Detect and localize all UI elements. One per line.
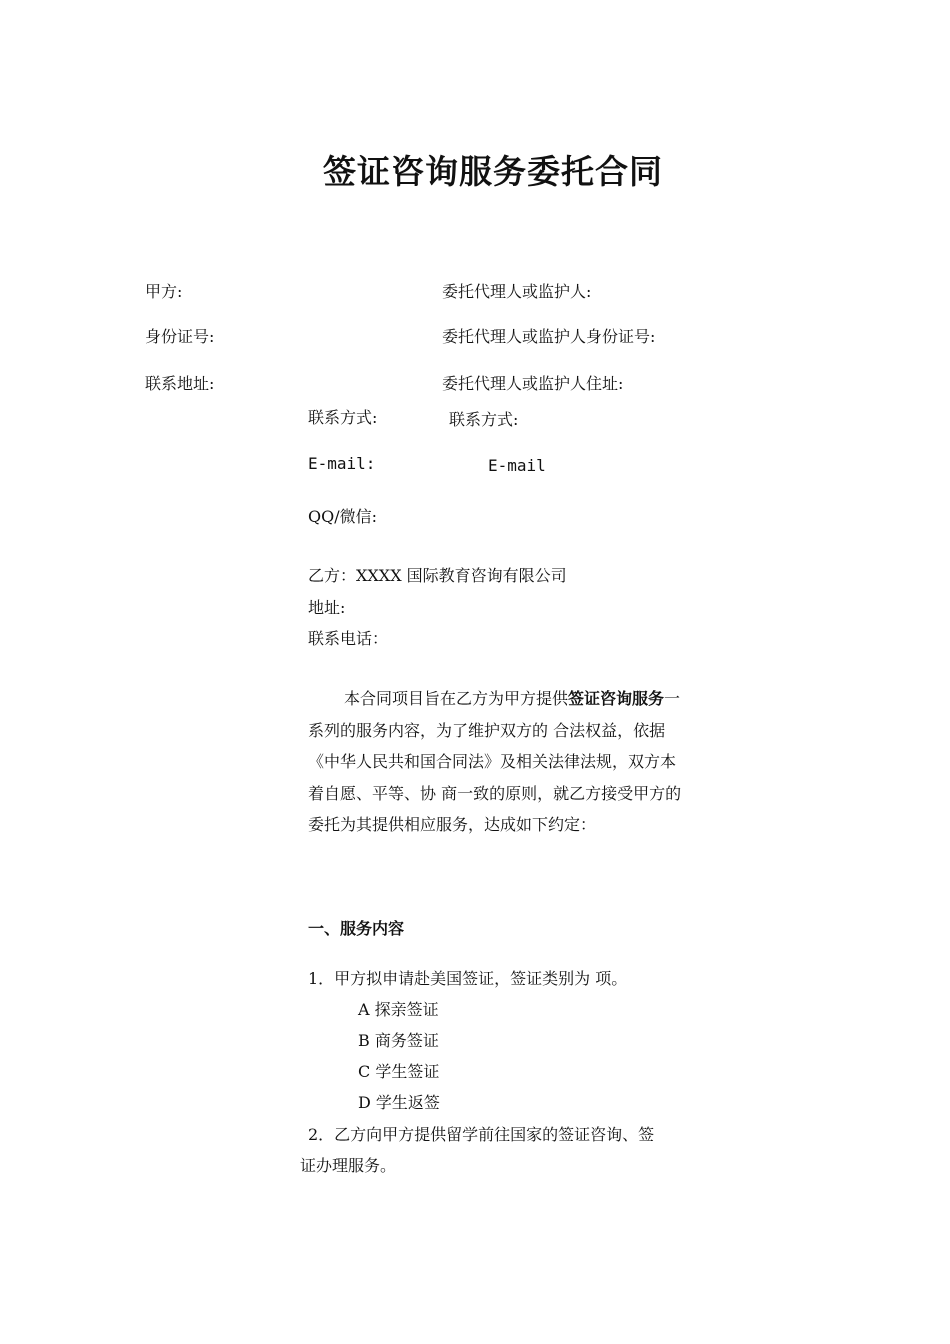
- party-a-id-label: 身份证号:: [145, 327, 215, 346]
- party-a-qq-label: QQ/微信:: [308, 507, 378, 526]
- visa-option-c: C 学生签证: [358, 1062, 440, 1081]
- party-a-email-label: E-mail:: [308, 454, 376, 473]
- visa-option-d: D 学生返签: [358, 1093, 440, 1112]
- party-a-name-label: 甲方:: [145, 282, 183, 301]
- agent-name-label: 委托代理人或监护人:: [442, 282, 592, 301]
- section-1-item-2-line-1: 2．乙方向甲方提供留学前往国家的签证咨询、签: [308, 1125, 655, 1144]
- agent-contact-label: 联系方式:: [449, 410, 519, 429]
- visa-option-a: A 探亲签证: [358, 1000, 439, 1019]
- intro-paragraph: 本合同项目旨在乙方为甲方提供签证咨询服务一系列的服务内容，为了维护双方的 合法权益，依据《中华人民共和国合同法》及相关法律法规，双方本着自愿、平等、协 商一致的原则，就乙方接受甲方的委托为其提供相应服务，达成如下约定：: [308, 689, 682, 835]
- party-b-address-label: 地址:: [308, 598, 346, 617]
- agent-id-label: 委托代理人或监护人身份证号:: [442, 327, 656, 346]
- intro-bold-service: 签证咨询服务: [568, 689, 665, 708]
- agent-address-label: 委托代理人或监护人住址:: [442, 374, 624, 393]
- section-1-heading: 一、服务内容: [308, 919, 405, 938]
- party-b-name: 乙方：XXXX 国际教育咨询有限公司: [308, 566, 567, 585]
- party-a-contact-label: 联系方式:: [308, 408, 378, 427]
- agent-email-label: E-mail: [488, 456, 546, 475]
- visa-option-b: B 商务签证: [358, 1031, 439, 1050]
- section-1-item-1: 1．甲方拟申请赴美国签证，签证类别为 项。: [308, 969, 628, 988]
- document-title: 签证咨询服务委托合同: [323, 152, 663, 191]
- party-b-phone-label: 联系电话：: [308, 629, 389, 648]
- section-1-item-2-line-2: 证办理服务。: [300, 1156, 397, 1175]
- party-a-address-label: 联系地址:: [145, 374, 215, 393]
